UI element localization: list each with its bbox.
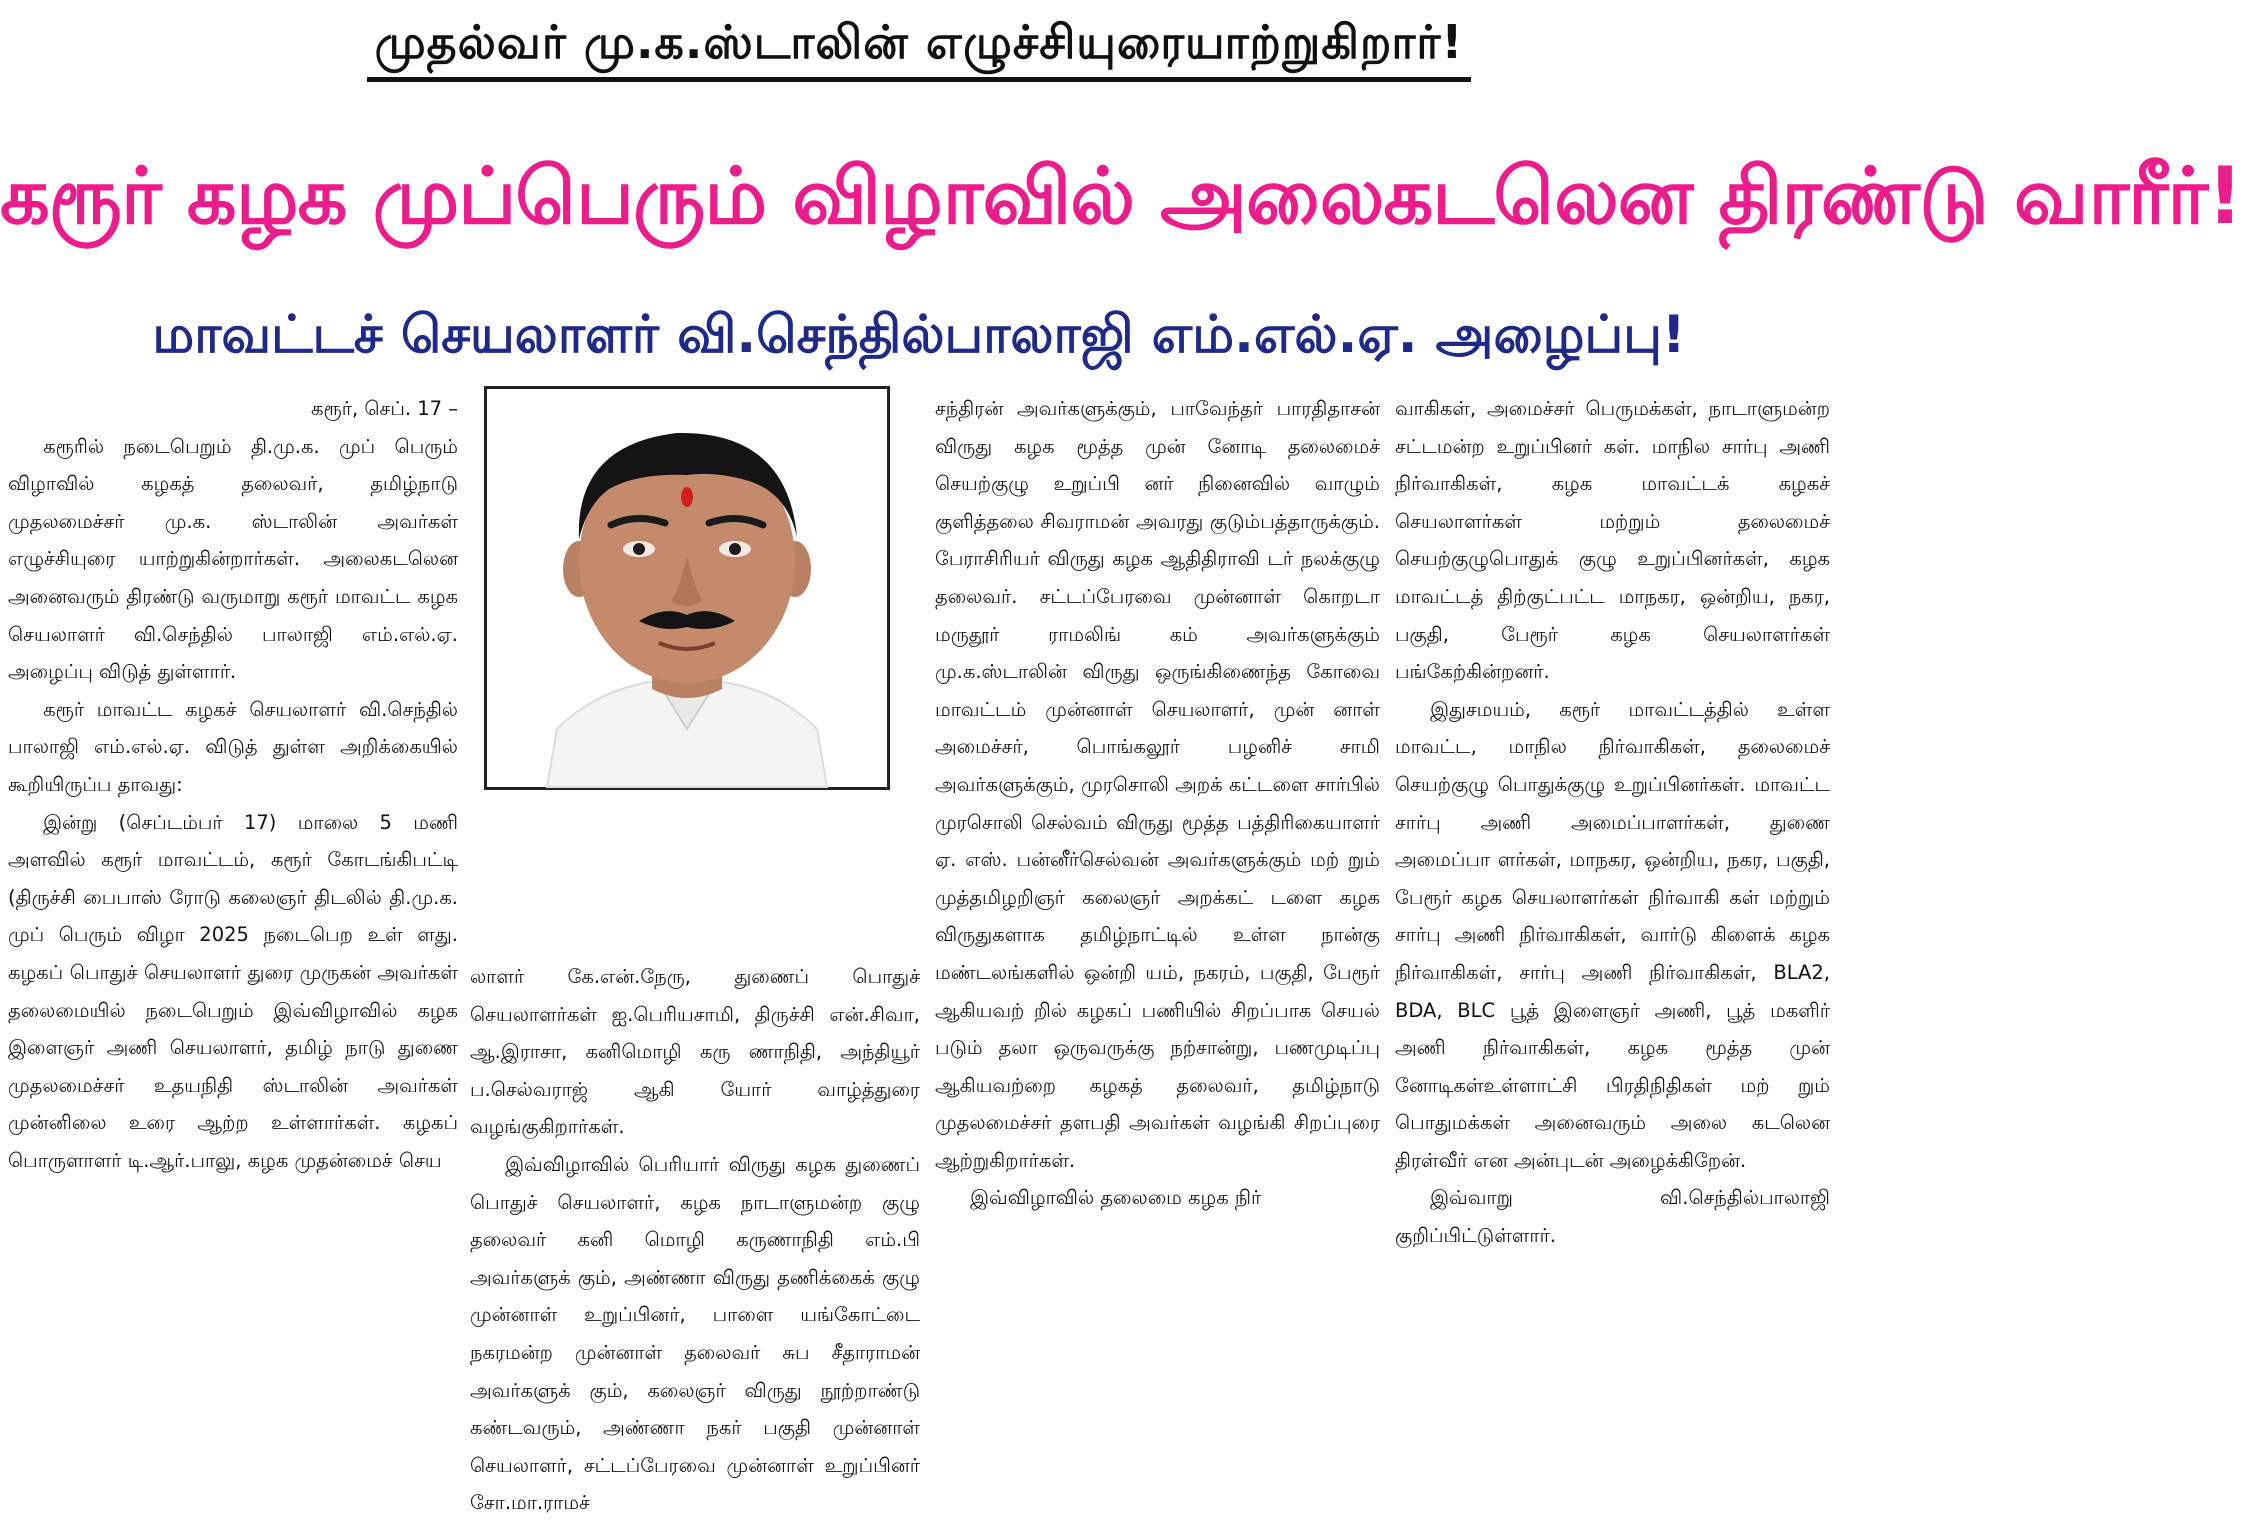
paragraph: இவ்விழாவில் பெரியார் விருது கழக துணைப் பொதுச் செயலாளர், கழக நாடாளுமன்ற குழு தலைவர் கனி மொழி கருணாநிதி எம்.பி அவர்களுக் கும், அண்ணா விருது தணிக்கைக் குழு முன்னாள் உறுப்பினர், பாளை யங்கோட்டை நகரமன்ற முன்னாள் தலைவர் சுப சீதாராமன் அவர்களுக் கும், கலைஞர் விருது நூற்றாண்டு கண்டவரும், அண்ணா நகர் பகுதி முன்னாள் செயலாளர், சட்டப்பேரவை முன்னாள் உறுப்பினர் சோ.மா.ராமச்: [470, 1152, 920, 1515]
article-column-1: [8, 390, 458, 1179]
dateline: கரூர், செப். 17 –: [311, 397, 458, 420]
portrait-photo: [484, 386, 890, 790]
kicker-wrapper: [0, 4, 1838, 84]
article-column-2: [470, 958, 920, 1522]
sub-headline: மாவட்டச் செயலாளர் வி.செந்தில்பாலாஜி எம்.எல்.ஏ. அழைப்பு!: [152, 305, 1686, 365]
article-column-3: [935, 390, 1380, 1217]
paragraph-continued: சந்திரன் அவர்களுக்கும், பாவேந்தர் பாரதிதாசன் விருது கழக மூத்த முன் னோடி தலைமைச் செயற்குழு உறுப்பி னர் நினைவில் வாழும் குளித்தலை சிவராமன் அவரது குடும்பத்தாருக்கும். பேராசிரியர் விருது கழக ஆதிதிராவி டர் நலக்குழு தலைவர். சட்டப்பேரவை முன்னாள் கொறடா மருதூர் ராமலிங் கம் அவர்களுக்கும் மு.க.ஸ்டாலின் விருது ஒருங்கிணைந்த கோவை மாவட்டம் முன்னாள் செயலாளர், முன் னாள் அமைச்சர், பொங்கலூர் பழனிச் சாமி அவர்களுக்கும், முரசொலி அறக் கட்டளை சார்பில் முரசொலி செல்வம் விருது மூத்த பத்திரிகையாளர் ஏ. எஸ். பன்னீர்செல்வன் அவர்களுக்கும் மற் றும் முத்தமிழறிஞர் கலைஞர் அறக்கட் டளை கழக விருதுகளாக தமிழ்நாட்டில் உள்ள நான்கு மண்டலங்களில் ஒன்றி யம், நகரம், பகுதி, பேரூர் ஆகியவற் றில் கழகப் பணியில் சிறப்பாக செயல் படும் தலா ஒருவருக்கு நற்சான்று, பணமுடிப்பு ஆகியவற்றை கழகத் தலைவர், தமிழ்நாடு முதலமைச்சர் தளபதி அவர்கள் வழங்கி சிறப்புரை ஆற்றுகிறார்கள்.: [935, 397, 1380, 1172]
paragraph-continued: வாகிகள், அமைச்சர் பெருமக்கள், நாடாளுமன்ற சட்டமன்ற உறுப்பினர் கள். மாநில சார்பு அணி நிர்வாகிகள், கழக மாவட்டக் கழகச் செயலாளர்கள் மற்றும் தலைமைச் செயற்குழுபொதுக் குழு உறுப்பினர்கள், கழக மாவட்டத் திற்குட்பட்ட மாநகர, ஒன்றிய, நகர, பகுதி, பேரூர் கழக செயலாளர்கள் பங்கேற்கின்றனர்.: [1395, 397, 1830, 684]
paragraph: கரூர் மாவட்ட கழகச் செயலாளர் வி.செந்தில் பாலாஜி எம்.எல்.ஏ. விடுத் துள்ள அறிக்கையில் கூறியிருப்ப தாவது:: [8, 697, 458, 796]
main-headline: கரூர் கழக முப்பெரும் விழாவில் அலைகடலென திரண்டு வாரீர்!: [0, 152, 2242, 242]
paragraph: இன்று (செப்டம்பர் 17) மாலை 5 மணி அளவில் கரூர் மாவட்டம், கரூர் கோடங்கிபட்டி (திருச்சி பைபாஸ் ரோடு கலைஞர் திடலில் தி.மு.க. முப் பெரும் விழா 2025 நடைபெற உள் ளது. கழகப் பொதுச் செயலாளர் துரை முருகன் அவர்கள் தலைமையில் நடைபெறும் இவ்விழாவில் கழக இளைஞர் அணி செயலாளர், தமிழ் நாடு துணை முதலமைச்சர் உதயநிதி ஸ்டாலின் அவர்கள் முன்னிலை உரை ஆற்ற உள்ளார்கள். கழகப் பொருளாளர் டி.ஆர்.பாலு, கழக முதன்மைச் செய: [8, 810, 458, 1172]
paragraph: இவ்வாறு வி.செந்தில்பாலாஜி குறிப்பிட்டுள்ளார்.: [1395, 1186, 1830, 1248]
kicker-headline: முதல்வர் மு.க.ஸ்டாலின் எழுச்சியுரையாற்றுகிறார்!: [367, 7, 1472, 82]
paragraph-continued: லாளர் கே.என்.நேரு, துணைப் பொதுச் செயலாளர்கள் ஐ.பெரியசாமி, திருச்சி என்.சிவா, ஆ.இராசா, கனிமொழி கரு ணாநிதி, அந்தியூர் ப.செல்வராஜ் ஆகி யோர் வாழ்த்துரை வழங்குகிறார்கள்.: [470, 965, 920, 1139]
article-column-4: [1395, 390, 1830, 1255]
paragraph: இவ்விழாவில் தலைமை கழக நிர்: [970, 1186, 1262, 1210]
paragraph: இதுசமயம், கரூர் மாவட்டத்தில் உள்ள மாவட்ட, மாநில நிர்வாகிகள், தலைமைச் செயற்குழு பொதுக்குழு உறுப்பினர்கள். மாவட்ட சார்பு அணி அமைப்பாளர்கள், துணை அமைப்பா ளர்கள், மாநகர, ஒன்றிய, நகர, பகுதி, பேரூர் கழக செயலாளர்கள் நிர்வாகி கள் மற்றும் சார்பு அணி நிர்வாகிகள், வார்டு கிளைக் கழக நிர்வாகிகள், சார்பு அணி நிர்வாகிகள், BLA2, BDA, BLC பூத் இளைஞர் அணி, பூத் மகளிர் அணி நிர்வாகிகள், கழக மூத்த முன் னோடிகள்உள்ளாட்சி பிரதிநிதிகள் மற் றும் பொதுமக்கள் அனைவரும் அலை கடலென திரள்வீர் என அன்புடன் அழைக்கிறேன்.: [1395, 697, 1830, 1172]
paragraph: கரூரில் நடைபெறும் தி.மு.க. முப் பெரும் விழாவில் கழகத் தலைவர், தமிழ்நாடு முதலமைச்சர் மு.க. ஸ்டாலின் அவர்கள் எழுச்சியுரை யாற்றுகின்றார்கள். அலைகடலென அனைவரும் திரண்டு வருமாறு கரூர் மாவட்ட கழக செயலாளர் வி.செந்தில் பாலாஜி எம்.எல்.ஏ. அழைப்பு விடுத் துள்ளார்.: [8, 434, 458, 684]
portrait-illustration: [487, 389, 887, 787]
